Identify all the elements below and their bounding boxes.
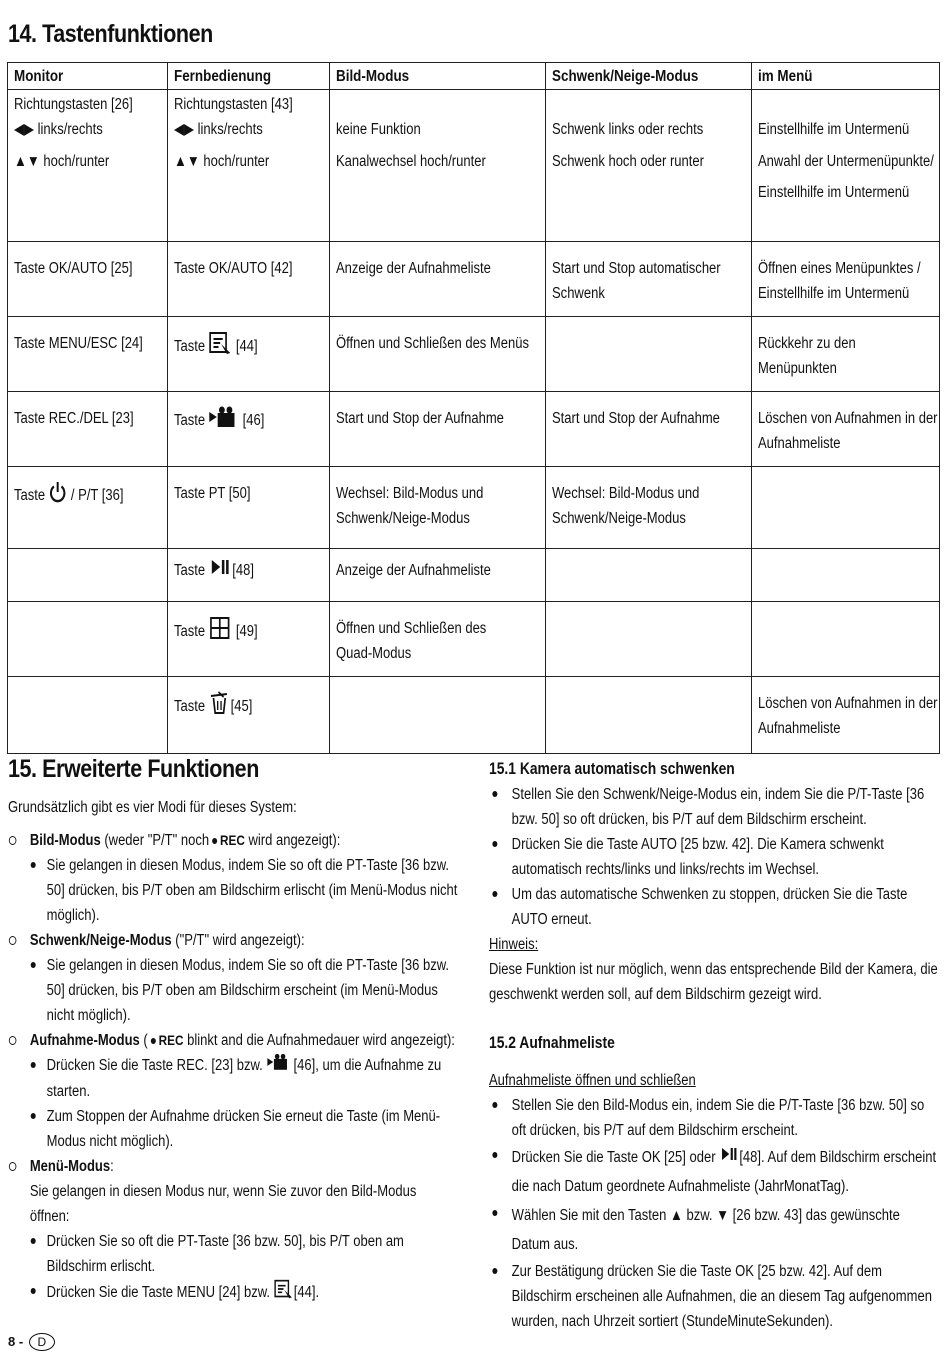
header-monitor: Monitor: [8, 63, 168, 90]
camera-record-icon: [209, 406, 239, 436]
power-icon: [49, 481, 67, 511]
intro-text: Grundsätzlich gibt es vier Modi für dieses System:: [8, 799, 297, 816]
cell-remote: Taste [49]: [168, 602, 330, 677]
cell-menu: Rückkehr zu den Menüpunkten: [752, 317, 940, 392]
section-15-1-title: 15.1 Kamera automatisch schwenken: [489, 760, 735, 778]
header-schwenk-modus: Schwenk/Neige-Modus: [546, 63, 752, 90]
table-row: [8, 677, 940, 754]
table-row: [8, 549, 940, 602]
table-row: [8, 90, 940, 242]
trash-icon: [209, 691, 231, 723]
cell-menu: [752, 549, 940, 602]
bild-modus-item: Bild-Modus (weder "P/T" noch REC wird angezeigt):: [8, 828, 458, 853]
page-footer: [8, 1333, 55, 1351]
cell-menu: Löschen von Aufnahmen in der Aufnahmeliste: [752, 677, 940, 754]
rec-dot-icon: [212, 838, 217, 844]
cell-bild: Öffnen und Schließen des Quad-Modus: [330, 602, 546, 677]
up-down-arrow-icon: ▲▼: [174, 153, 204, 170]
cell-monitor: [8, 602, 168, 677]
menu-list-icon: [274, 1279, 294, 1307]
s152-subtitle: Aufnahmeliste öffnen und schließen: [489, 1072, 696, 1089]
menu-modus-text: Sie gelangen in diesen Modus nur, wenn Sie zuvor den Bild-Modus öffnen:: [29, 1183, 417, 1225]
cell-remote: Taste OK/AUTO [42]: [168, 242, 330, 317]
cell-schwenk: [546, 677, 752, 754]
menu-modus-item: Menü-Modus:: [8, 1154, 458, 1179]
cell-monitor: [8, 677, 168, 754]
cell-monitor: Taste MENU/ESC [24]: [8, 317, 168, 392]
hint-text: Diese Funktion ist nur möglich, wenn das entsprechende Bild der Kamera, die geschwenkt werden soll, auf dem Bildschirm gezeigt wird.: [489, 961, 938, 1003]
cell-remote: Taste [48]: [168, 549, 330, 602]
s152-bullet-1: Stellen Sie den Bild-Modus ein, indem Sie die P/T-Taste [36 bzw. 50] so oft drücken, bis P/T auf dem Bildschirm erscheint.: [489, 1093, 939, 1143]
aufnahme-modus-item: Aufnahme-Modus ( REC blinkt and die Aufnahmedauer wird angezeigt):: [8, 1028, 458, 1053]
s151-bullet-2: Drücken Sie die Taste AUTO [25 bzw. 42]. Die Kamera schwenkt automatisch rechts/links und links/rechts im Wechsel.: [489, 832, 939, 882]
cell-bild: Anzeige der Aufnahmeliste: [330, 242, 546, 317]
cell-menu: [752, 602, 940, 677]
left-right-arrow-icon: ◀▶: [14, 121, 38, 138]
table-row: [8, 317, 940, 392]
play-pause-icon: [719, 1143, 739, 1172]
cell-monitor: [8, 549, 168, 602]
schwenk-modus-bullet: Sie gelangen in diesen Modus, indem Sie so oft die PT-Taste [36 bzw. 50] drücken, bis P/T oben am Bildschirm erscheint (im Menü-Modus nicht möglich).: [8, 953, 458, 1028]
cell-schwenk: Wechsel: Bild-Modus und Schwenk/Neige-Modus: [546, 467, 752, 549]
left-column: [8, 795, 458, 1307]
aufnahme-modus-bullet-1: Drücken Sie die Taste REC. [23] bzw. [46], um die Aufnahme zu starten.: [8, 1053, 458, 1104]
table-row: [8, 242, 940, 317]
header-bild-modus: Bild-Modus: [330, 63, 546, 90]
play-pause-icon: [209, 558, 233, 584]
cell-schwenk: Schwenk links oder rechts Schwenk hoch oder runter: [546, 90, 752, 242]
s151-bullet-1: Stellen Sie den Schwenk/Neige-Modus ein, indem Sie die P/T-Taste [36 bzw. 50] so oft drücken, bis P/T auf dem Bildschirm erscheint.: [489, 782, 939, 832]
up-down-arrow-icon: ▲▼: [14, 153, 44, 170]
cell-bild: [330, 677, 546, 754]
left-right-arrow-icon: ◀▶: [174, 121, 198, 138]
menu-modus-bullet-2: Drücken Sie die Taste MENU [24] bzw. [44].: [8, 1279, 458, 1307]
cell-menu: Einstellhilfe im Untermenü Anwahl der Untermenüpunkte/ Einstellhilfe im Untermenü: [752, 90, 940, 242]
camera-record-icon: [266, 1053, 290, 1079]
menu-modus-bullet-1: Drücken Sie so oft die PT-Taste [36 bzw. 50], bis P/T oben am Bildschirm erlischt.: [8, 1229, 458, 1279]
cell-remote: Richtungstasten [43] ◀▶ links/rechts ▲▼ hoch/runter: [168, 90, 330, 242]
cell-bild: Wechsel: Bild-Modus und Schwenk/Neige-Modus: [330, 467, 546, 549]
quad-view-icon: [209, 616, 233, 648]
table-row: [8, 392, 940, 467]
cell-bild: Start und Stop der Aufnahme: [330, 392, 546, 467]
cell-remote: Taste PT [50]: [168, 467, 330, 549]
s152-bullet-2: Drücken Sie die Taste OK [25] oder [48]. Auf dem Bildschirm erscheint die nach Datum geordnete Aufnahmeliste (JahrMonatTag).: [489, 1143, 939, 1201]
s151-bullet-3: Um das automatische Schwenken zu stoppen, drücken Sie die Taste AUTO erneut.: [489, 882, 939, 932]
right-column: [489, 757, 939, 1334]
key-function-table: [7, 62, 940, 754]
cell-bild: Anzeige der Aufnahmeliste: [330, 549, 546, 602]
cell-bild: keine Funktion Kanalwechsel hoch/runter: [330, 90, 546, 242]
cell-schwenk: Start und Stop automatischer Schwenk: [546, 242, 752, 317]
cell-schwenk: [546, 317, 752, 392]
cell-schwenk: [546, 549, 752, 602]
up-arrow-icon: ▲: [669, 1207, 683, 1225]
header-menu: im Menü: [752, 63, 940, 90]
section-15-2-title: 15.2 Aufnahmeliste: [489, 1034, 615, 1052]
table-row: [8, 467, 940, 549]
cell-remote: Taste [46]: [168, 392, 330, 467]
cell-monitor: Taste REC./DEL [23]: [8, 392, 168, 467]
cell-monitor: Taste / P/T [36]: [8, 467, 168, 549]
language-badge: D: [29, 1333, 55, 1351]
cell-remote: Taste [45]: [168, 677, 330, 754]
section-15-title: 15. Erweiterte Funktionen: [8, 755, 259, 783]
table-row: [8, 602, 940, 677]
s152-bullet-4: Zur Bestätigung drücken Sie die Taste OK [25 bzw. 42]. Auf dem Bildschirm erscheinen alle Aufnahmen, die an diesem Tag aufgenommen wurden, nach Uhrzeit sortiert (StundeMinuteSekunden).: [489, 1259, 939, 1334]
cell-menu: Öffnen eines Menüpunktes / Einstellhilfe im Untermenü: [752, 242, 940, 317]
section-14-title: 14. Tastenfunktionen: [8, 20, 213, 48]
cell-schwenk: Start und Stop der Aufnahme: [546, 392, 752, 467]
rec-dot-icon: [151, 1038, 156, 1044]
table-header-row: [8, 63, 940, 90]
aufnahme-modus-bullet-2: Zum Stoppen der Aufnahme drücken Sie erneut die Taste (im Menü-Modus nicht möglich).: [8, 1104, 458, 1154]
s152-bullet-3: Wählen Sie mit den Tasten ▲ bzw. ▼ [26 bzw. 43] das gewünschte Datum aus.: [489, 1201, 939, 1259]
cell-monitor: Taste OK/AUTO [25]: [8, 242, 168, 317]
cell-menu: [752, 467, 940, 549]
cell-schwenk: [546, 602, 752, 677]
cell-remote: Taste [44]: [168, 317, 330, 392]
down-arrow-icon: ▼: [716, 1207, 730, 1225]
schwenk-modus-item: Schwenk/Neige-Modus ("P/T" wird angezeigt):: [8, 928, 458, 953]
header-remote: Fernbedienung: [168, 63, 330, 90]
bild-modus-bullet: Sie gelangen in diesen Modus, indem Sie so oft die PT-Taste [36 bzw. 50] drücken, bis P/T oben am Bildschirm erlischt (im Menü-Modus nicht möglich).: [8, 853, 458, 928]
cell-bild: Öffnen und Schließen des Menüs: [330, 317, 546, 392]
hint-label: Hinweis:: [489, 936, 539, 953]
menu-list-icon: [209, 331, 233, 363]
cell-menu: Löschen von Aufnahmen in der Aufnahmeliste: [752, 392, 940, 467]
page-number: 8 -: [8, 1334, 24, 1349]
cell-monitor: Richtungstasten [26] ◀▶ links/rechts ▲▼ hoch/runter: [8, 90, 168, 242]
